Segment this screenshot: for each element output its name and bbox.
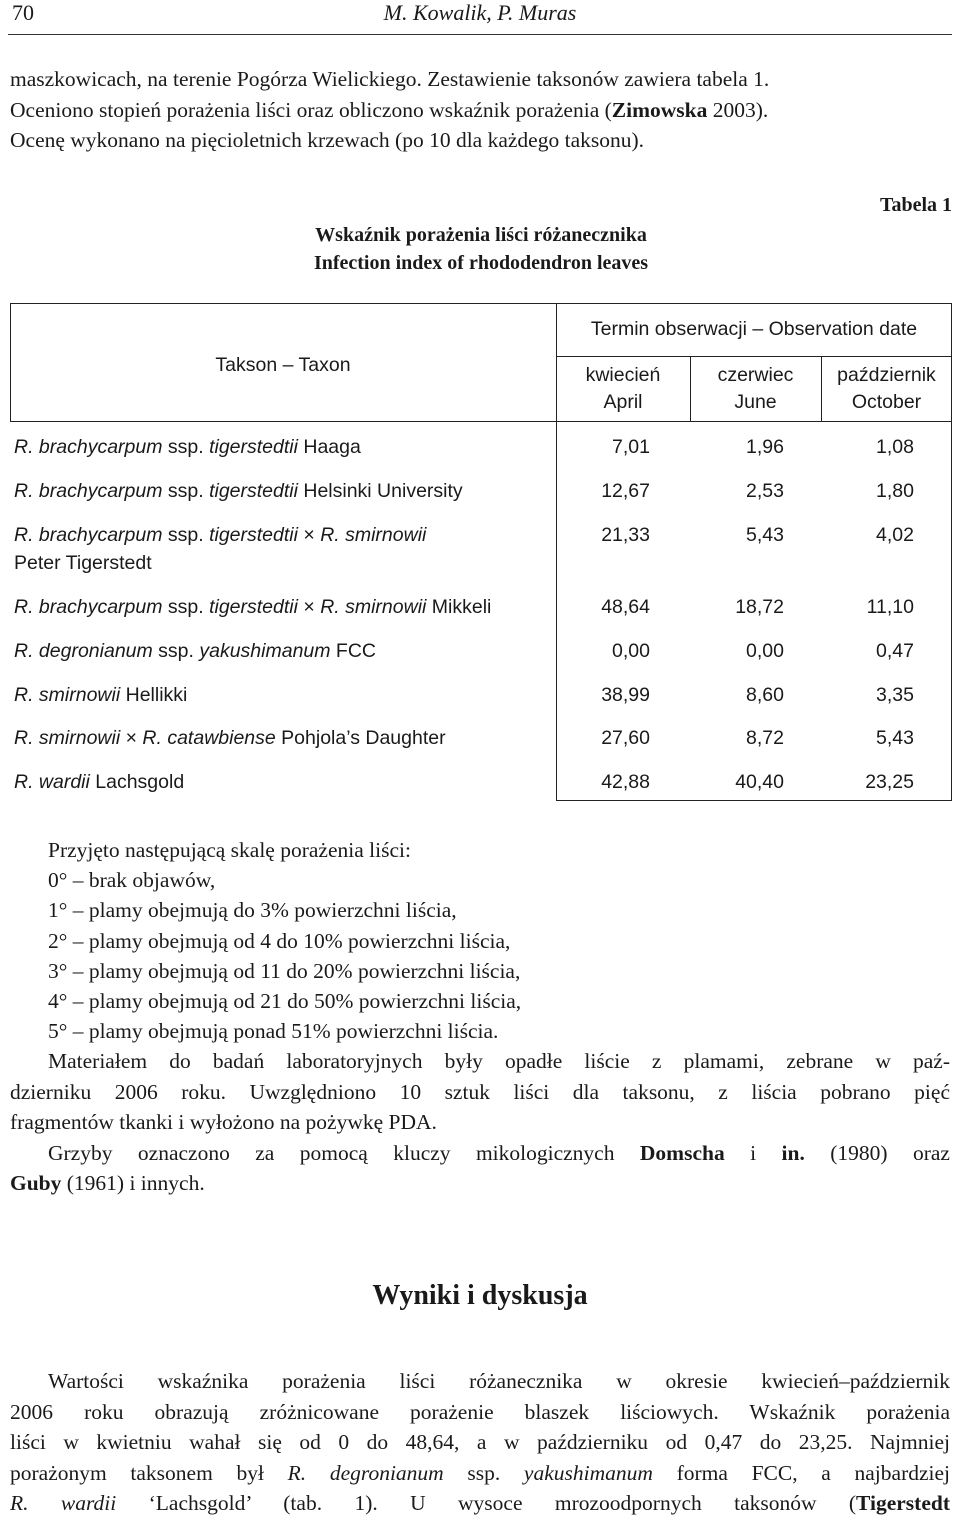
taxon-text: × bbox=[297, 596, 321, 618]
table-subheader-rule bbox=[556, 356, 952, 357]
scale-item: 2° – plamy obejmują od 4 do 10% powierzchni liścia, bbox=[48, 928, 511, 953]
species-name: tigerstedtii bbox=[209, 436, 298, 458]
text-line: fragmentów tkanki i wyłożono na pożywkę PDA. bbox=[10, 1110, 437, 1134]
citation-etal: in. bbox=[781, 1140, 805, 1165]
taxon-text: ssp. bbox=[162, 596, 210, 618]
table-caption-en: Infection index of rhododendron leaves bbox=[313, 252, 649, 274]
species-name: tigerstedtii bbox=[209, 596, 298, 618]
intro-line: Ocenę wykonano na pięcioletnich krzewach (po 10 dla każdego taksonu). bbox=[10, 128, 645, 152]
species-name: R. brachycarpum bbox=[14, 524, 163, 546]
infection-value: 18,72 bbox=[735, 596, 784, 618]
taxon-text: Helsinki University bbox=[297, 480, 463, 502]
infection-value: 1,96 bbox=[746, 436, 784, 458]
taxon-text: Pohjola’s Daughter bbox=[275, 727, 446, 749]
table-header-rule bbox=[10, 421, 952, 422]
methods-paragraph bbox=[10, 1046, 950, 1199]
taxon-text: × bbox=[120, 727, 143, 749]
running-header bbox=[8, 0, 952, 30]
species-name: R. degronianum bbox=[287, 1460, 444, 1485]
species-name: R. degronianum bbox=[14, 640, 153, 662]
intro-line: 2003). bbox=[707, 97, 769, 122]
species-name: yakushimanum bbox=[199, 640, 331, 662]
species-name: R. brachycarpum bbox=[14, 596, 163, 618]
taxon-cell bbox=[14, 724, 552, 752]
month-pl: kwiecień bbox=[585, 364, 661, 386]
scale-item: 1° – plamy obejmują do 3% powierzchni liścia, bbox=[48, 898, 457, 923]
text-line bbox=[10, 1458, 950, 1489]
species-name: R. smirnowii bbox=[14, 684, 121, 706]
table-border-top bbox=[10, 303, 952, 304]
infection-value: 12,67 bbox=[601, 480, 650, 502]
text-line: 2006 roku obrazują zróżnicowane porażenie blaszek liściowych. Wskaźnik porażenia bbox=[10, 1399, 950, 1424]
species-name: tigerstedtii bbox=[209, 524, 298, 546]
infection-value: 48,64 bbox=[601, 596, 650, 618]
infection-value: 5,43 bbox=[746, 524, 784, 546]
citation-author: Domscha bbox=[639, 1140, 725, 1165]
infection-value: 0,00 bbox=[612, 640, 650, 662]
scale-item: 0° – brak objawów, bbox=[48, 868, 216, 893]
infection-value: 7,01 bbox=[612, 436, 650, 458]
month-en: June bbox=[734, 391, 777, 413]
scale-item: 3° – plamy obejmują od 11 do 20% powierzchni liścia, bbox=[48, 958, 521, 983]
taxon-text: ssp. bbox=[162, 524, 210, 546]
text-line: Materiałem do badań laboratoryjnych były opadłe liście z plamami, zebrane w paź- bbox=[48, 1049, 950, 1073]
taxon-cell bbox=[14, 681, 552, 709]
taxon-cell bbox=[14, 521, 552, 577]
scale-intro: Przyjęto następującą skalę porażenia liści: bbox=[48, 838, 411, 862]
text-line bbox=[10, 1488, 950, 1519]
infection-scale bbox=[48, 835, 521, 1046]
intro-line: Oceniono stopień porażenia liści oraz obliczono wskaźnik porażenia ( bbox=[10, 97, 612, 122]
species-name: R. smirnowii bbox=[320, 524, 427, 546]
month-en: October bbox=[851, 391, 922, 413]
infection-value: 40,40 bbox=[735, 771, 784, 793]
running-title: M. Kowalik, P. Muras bbox=[383, 0, 577, 25]
text-line: dzierniku 2006 roku. Uwzględniono 10 sztuk liści dla taksonu, z liścia pobrano pięć bbox=[10, 1079, 950, 1104]
taxon-text: ssp. bbox=[162, 480, 210, 502]
month-header-june bbox=[690, 362, 821, 416]
text-fragment: i bbox=[724, 1140, 782, 1165]
infection-value: 38,99 bbox=[601, 684, 650, 706]
month-header-october bbox=[821, 362, 952, 416]
taxon-cell bbox=[14, 477, 552, 505]
text-fragment: forma FCC, a najbardziej bbox=[652, 1460, 951, 1485]
species-name: R. brachycarpum bbox=[14, 436, 163, 458]
table-border-bottom bbox=[556, 800, 952, 801]
taxon-text: Mikkeli bbox=[426, 596, 492, 618]
table-caption-pl: Wskaźnik porażenia liści różanecznika bbox=[315, 224, 647, 246]
month-en: April bbox=[603, 391, 643, 413]
species-name: R. catawbiense bbox=[142, 727, 276, 749]
month-header-april bbox=[556, 362, 690, 416]
text-fragment: Grzyby oznaczono za pomocą kluczy mikologicznych bbox=[48, 1140, 640, 1165]
species-name: R. wardii bbox=[14, 771, 90, 793]
infection-table bbox=[10, 303, 952, 801]
section-heading: Wyniki i dyskusja bbox=[372, 1280, 588, 1311]
citation-author: Guby bbox=[10, 1171, 62, 1195]
infection-value: 5,43 bbox=[876, 727, 914, 749]
species-name: R. smirnowii bbox=[14, 727, 121, 749]
infection-value: 27,60 bbox=[601, 727, 650, 749]
text-fragment: porażonym taksonem był bbox=[10, 1460, 288, 1485]
taxon-text: ssp. bbox=[162, 436, 210, 458]
page-number: 70 bbox=[12, 0, 34, 25]
taxon-text: Lachsgold bbox=[89, 771, 185, 793]
infection-value: 0,00 bbox=[746, 640, 784, 662]
infection-value: 11,10 bbox=[866, 596, 914, 618]
infection-value: 4,02 bbox=[876, 524, 914, 546]
scale-item: 4° – plamy obejmują od 21 do 50% powierzchni liścia, bbox=[48, 989, 522, 1014]
intro-paragraph bbox=[10, 64, 950, 156]
citation-author: Tigerstedt bbox=[856, 1491, 950, 1515]
infection-value: 1,80 bbox=[876, 480, 914, 502]
citation-author: Zimowska bbox=[611, 97, 708, 122]
taxon-text: FCC bbox=[330, 640, 376, 662]
date-group-header: Termin obserwacji – Observation date bbox=[590, 318, 918, 340]
infection-value: 21,33 bbox=[601, 524, 650, 546]
text-line bbox=[10, 1138, 950, 1169]
species-name: R. brachycarpum bbox=[14, 480, 163, 502]
intro-line: maszkowicach, na terenie Pogórza Wielickiego. Zestawienie taksonów zawiera tabela 1. bbox=[10, 67, 770, 91]
taxon-text: Hellikki bbox=[120, 684, 188, 706]
month-pl: czerwiec bbox=[717, 364, 794, 386]
taxon-cell bbox=[14, 433, 552, 461]
text-line: liści w kwietniu wahał się od 0 do 48,64, a w październiku od 0,47 do 23,25. Najmniej bbox=[10, 1430, 950, 1454]
taxon-cell bbox=[14, 768, 552, 796]
infection-value: 1,08 bbox=[876, 436, 914, 458]
taxon-cell bbox=[14, 637, 552, 665]
month-pl: październik bbox=[837, 364, 936, 386]
header-rule bbox=[8, 34, 952, 35]
species-name: R. smirnowii bbox=[320, 596, 427, 618]
taxon-text: ssp. bbox=[152, 640, 200, 662]
text-fragment: (1961) i innych. bbox=[61, 1171, 205, 1195]
infection-value: 0,47 bbox=[876, 640, 914, 662]
cultivar-name: Peter Tigerstedt bbox=[14, 552, 152, 574]
table-number: Tabela 1 bbox=[879, 194, 952, 216]
species-name: R. wardii bbox=[10, 1491, 117, 1515]
infection-value: 8,72 bbox=[746, 727, 784, 749]
infection-value: 8,60 bbox=[746, 684, 784, 706]
species-name: yakushimanum bbox=[523, 1460, 653, 1485]
results-paragraph bbox=[10, 1366, 950, 1519]
taxon-column-header: Takson – Taxon bbox=[215, 354, 351, 376]
species-name: tigerstedtii bbox=[209, 480, 298, 502]
text-line: Wartości wskaźnika porażenia liści różanecznika w okresie kwiecień–październik bbox=[48, 1369, 950, 1393]
text-fragment: (1980) oraz bbox=[804, 1140, 950, 1165]
text-fragment: ‘Lachsgold’ (tab. 1). U wysoce mrozoodpornych taksonów ( bbox=[116, 1491, 857, 1515]
taxon-cell bbox=[14, 593, 552, 621]
infection-value: 2,53 bbox=[746, 480, 784, 502]
text-line bbox=[10, 1168, 950, 1199]
infection-value: 23,25 bbox=[865, 771, 914, 793]
taxon-text: × bbox=[297, 524, 321, 546]
infection-value: 42,88 bbox=[601, 771, 650, 793]
scale-item: 5° – plamy obejmują ponad 51% powierzchni liścia. bbox=[48, 1019, 499, 1044]
infection-value: 3,35 bbox=[876, 684, 914, 706]
text-fragment: ssp. bbox=[443, 1460, 524, 1485]
taxon-text: Haaga bbox=[297, 436, 361, 458]
